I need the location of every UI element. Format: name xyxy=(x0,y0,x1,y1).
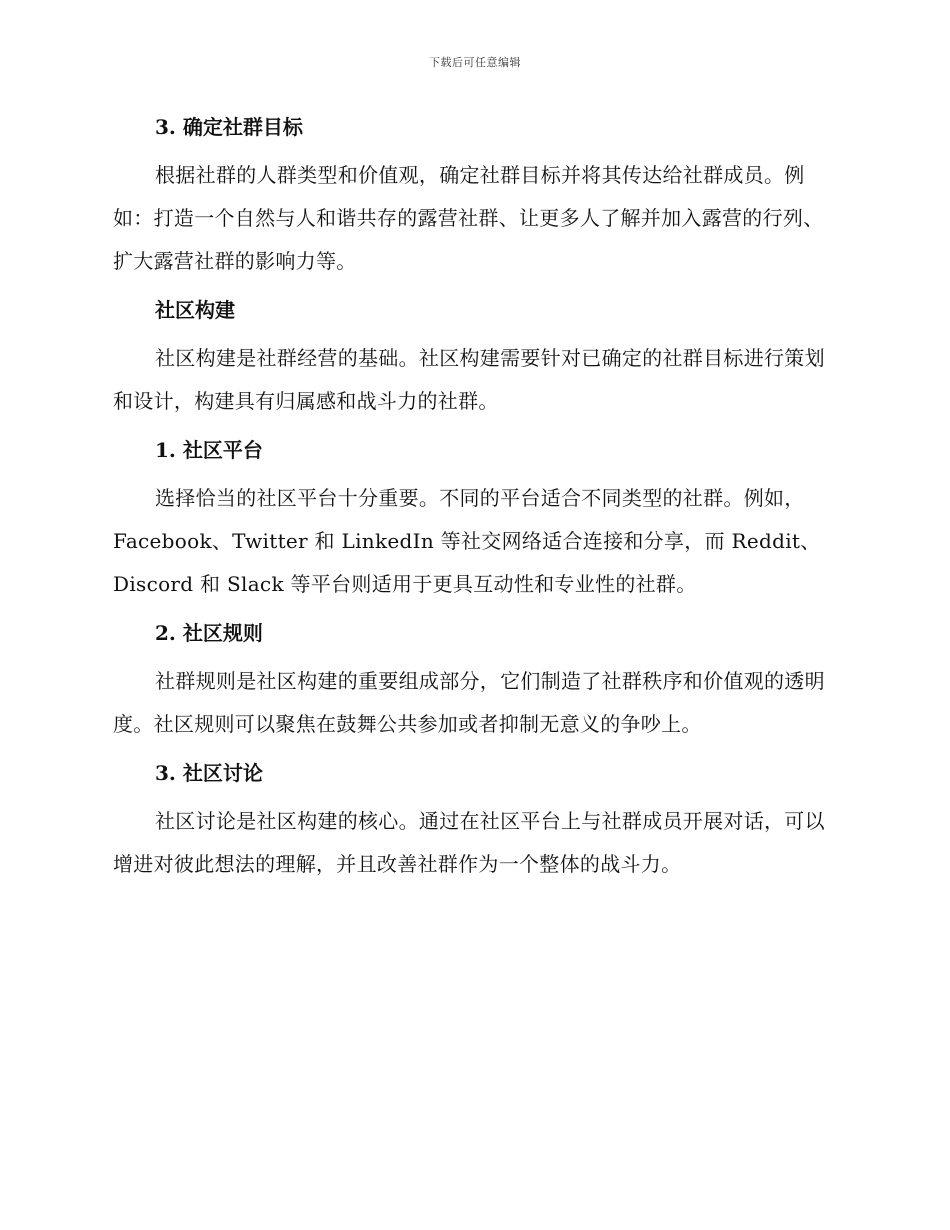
section-heading-discussion: 3. 社区讨论 xyxy=(155,761,263,785)
paragraph-goals: 根据社群的人群类型和价值观，确定社群目标并将其传达给社群成员。例如：打造一个自然与人和谐共存的露营社群、让更多人了解并加入露营的行列、扩大露营社群的影响力等。 xyxy=(113,163,824,273)
section-heading-goals: 3. 确定社群目标 xyxy=(155,115,303,139)
paragraph-rules: 社群规则是社区构建的重要组成部分，它们制造了社群秩序和价值观的透明度。社区规则可以聚焦在鼓舞公共参加或者抑制无意义的争吵上。 xyxy=(113,669,825,736)
section-heading-platform: 1. 社区平台 xyxy=(155,438,263,462)
section-heading-rules: 2. 社区规则 xyxy=(155,621,263,645)
paragraph-discussion: 社区讨论是社区构建的核心。通过在社区平台上与社群成员开展对话，可以增进对彼此想法的理解，并且改善社群作为一个整体的战斗力。 xyxy=(113,809,825,876)
header-note: 下载后可任意编辑 xyxy=(429,56,521,69)
section-heading-community-building: 社区构建 xyxy=(155,298,235,322)
paragraph-community-building: 社区构建是社群经营的基础。社区构建需要针对已确定的社群目标进行策划和设计，构建具有归属感和战斗力的社群。 xyxy=(113,346,825,413)
document-body xyxy=(113,108,838,894)
paragraph-platform: 选择恰当的社区平台十分重要。不同的平台适合不同类型的社群。例如，Facebook、Twitter 和 LinkedIn 等社交网络适合连接和分享，而 Reddit、Discord 和 Slack 等平台则适用于更具互动性和专业性的社群。 xyxy=(113,486,821,596)
